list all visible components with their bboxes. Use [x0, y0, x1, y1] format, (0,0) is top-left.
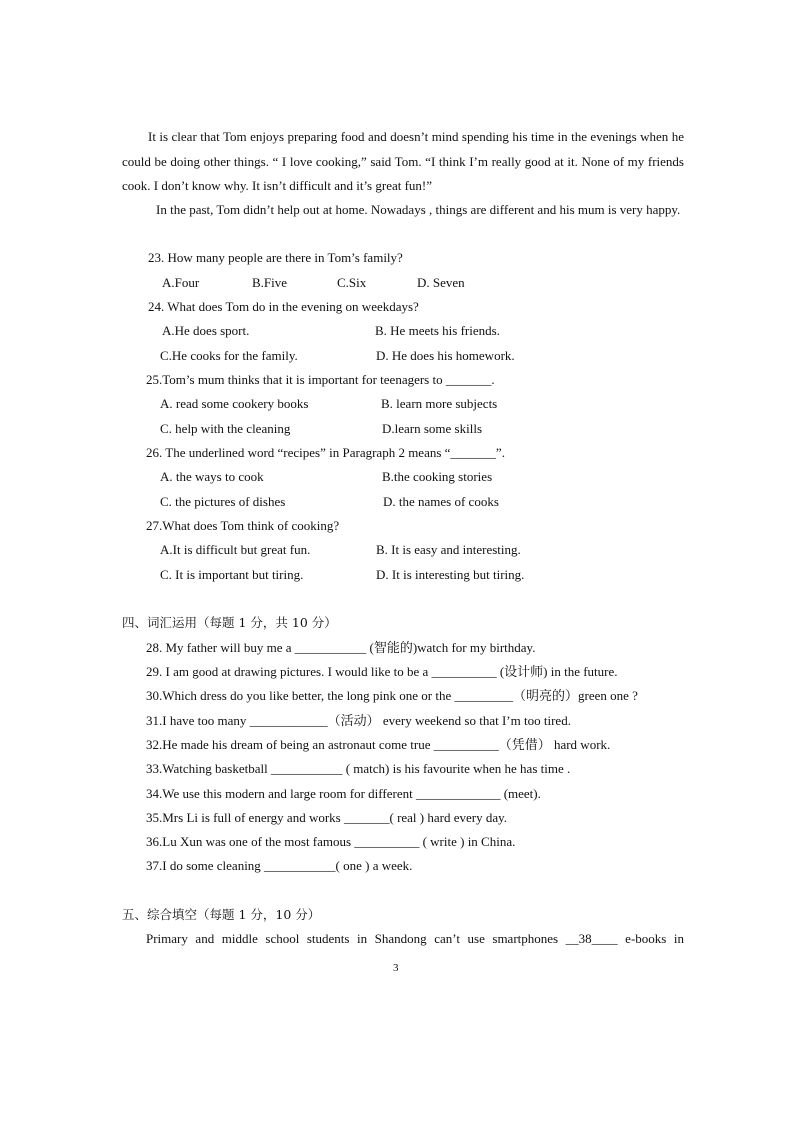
- vocab-item-32: 32.He made his dream of being an astronaut come true __________（凭借） hard work.: [146, 737, 611, 752]
- vocab-item-34: 34.We use this modern and large room for different _____________ (meet).: [146, 786, 541, 801]
- question-26-option-b: B.the cooking stories: [382, 469, 493, 484]
- question-27-option-b: B. It is easy and interesting.: [376, 542, 521, 557]
- question-25-option-b: B. learn more subjects: [381, 396, 498, 411]
- question-25-stem: 25.Tom’s mum thinks that it is important for teenagers to _______.: [146, 372, 495, 387]
- vocab-item-30: 30.Which dress do you like better, the long pink one or the _________（明亮的）green one ?: [146, 688, 638, 703]
- question-24-option-a: A.He does sport.: [162, 323, 250, 338]
- page-number: 3: [393, 962, 399, 974]
- section-4-heading: 四、词汇运用（每题 1 分，共 10 分）: [122, 615, 337, 630]
- question-26-stem: 26. The underlined word “recipes” in Paragraph 2 means “_______”.: [146, 445, 505, 460]
- question-26-option-c: C. the pictures of dishes: [160, 494, 286, 509]
- vocab-item-29: 29. I am good at drawing pictures. I would like to be a __________ (设计师) in the future.: [146, 664, 618, 679]
- question-24-option-d: D. He does his homework.: [376, 348, 515, 363]
- passage-paragraph-2: In the past, Tom didn’t help out at home. Nowadays , things are different and his mum is very happy.: [156, 202, 681, 217]
- question-23-option-c: C.Six: [337, 275, 367, 290]
- question-26-option-a: A. the ways to cook: [160, 469, 264, 484]
- question-23-stem: 23. How many people are there in Tom’s family?: [148, 250, 403, 265]
- vocab-item-36: 36.Lu Xun was one of the most famous __________ ( write ) in China.: [146, 834, 516, 849]
- question-24-option-c: C.He cooks for the family.: [160, 348, 298, 363]
- question-24-stem: 24. What does Tom do in the evening on weekdays?: [148, 299, 419, 314]
- passage-paragraph-1: It is clear that Tom enjoys preparing food and doesn’t mind spending his time in the evenings when he could be doing other things. “ I love cooking,” said Tom. “I think I’m really good at it. None of my friends cook. I don’t know why. It isn’t difficult and it’s great fun!”: [122, 129, 684, 193]
- question-23-option-d: D. Seven: [417, 275, 465, 290]
- question-27-option-d: D. It is interesting but tiring.: [376, 567, 525, 582]
- vocab-item-31: 31.I have too many ____________（活动） every weekend so that I’m too tired.: [146, 713, 571, 728]
- question-27-option-c: C. It is important but tiring.: [160, 567, 304, 582]
- vocab-item-37: 37.I do some cleaning ___________( one ) a week.: [146, 858, 413, 873]
- vocab-item-28: 28. My father will buy me a ___________ (智能的)watch for my birthday.: [146, 640, 536, 655]
- question-25-option-d: D.learn some skills: [382, 421, 483, 436]
- question-27-stem: 27.What does Tom think of cooking?: [146, 518, 340, 533]
- question-23-option-b: B.Five: [252, 275, 288, 290]
- question-25-option-c: C. help with the cleaning: [160, 421, 291, 436]
- section-5-first-line: Primary and middle school students in Shandong can’t use smartphones __38____ e-books in: [146, 931, 684, 946]
- question-25-option-a: A. read some cookery books: [160, 396, 309, 411]
- question-26-option-d: D. the names of cooks: [383, 494, 499, 509]
- vocab-item-35: 35.Mrs Li is full of energy and works _______( real ) hard every day.: [146, 810, 508, 825]
- question-23-option-a: A.Four: [162, 275, 200, 290]
- question-24-option-b: B. He meets his friends.: [375, 323, 500, 338]
- section-5-heading: 五、综合填空（每题 1 分，10 分）: [122, 907, 321, 922]
- question-27-option-a: A.It is difficult but great fun.: [160, 542, 311, 557]
- vocab-item-33: 33.Watching basketball ___________ ( match) is his favourite when he has time .: [146, 761, 571, 776]
